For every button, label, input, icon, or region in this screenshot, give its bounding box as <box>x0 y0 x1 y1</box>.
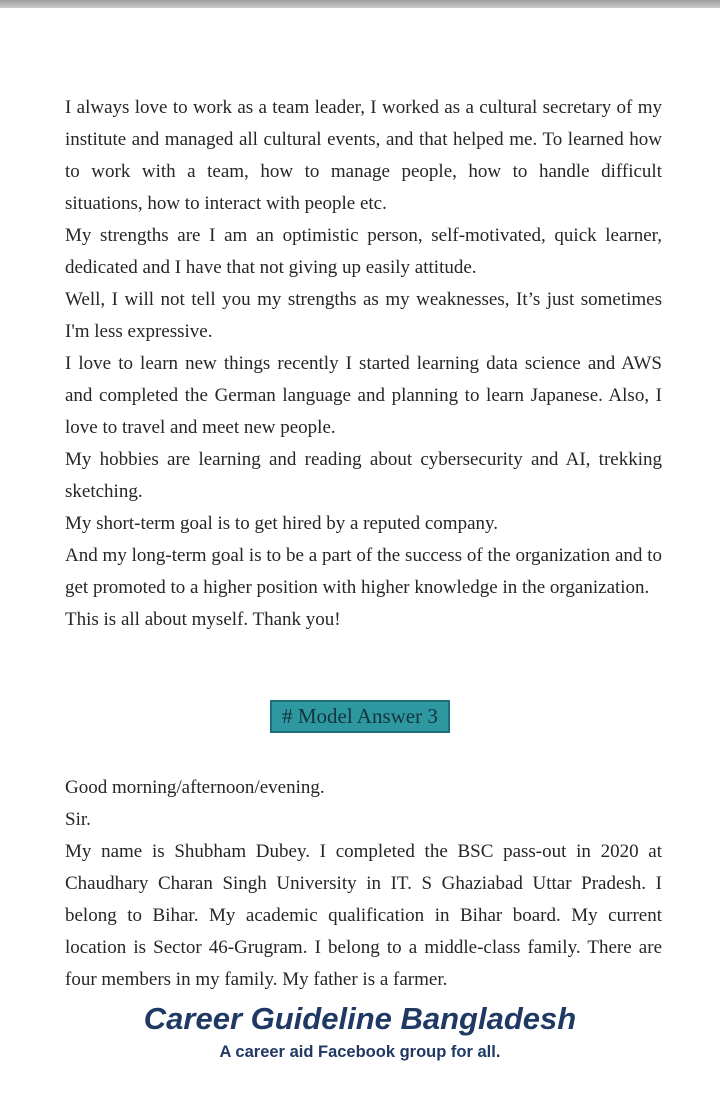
paragraph: Good morning/afternoon/evening. <box>65 777 325 798</box>
paragraph: I always love to work as a team leader, I worked as a cultural secretary of my institute and managed all cultural events, and that helped me. To learned how to work with a team, how to manage people, how to handle difficult situations, how to interact with people etc. <box>65 97 662 214</box>
paragraph: My hobbies are learning and reading about cybersecurity and AI, trekking sketching. <box>65 449 662 502</box>
paragraph: My short-term goal is to get hired by a reputed company. <box>65 513 499 534</box>
model-answer-3-heading: # Model Answer 3 <box>270 700 450 733</box>
paragraph: I love to learn new things recently I started learning data science and AWS and completed the German language and planning to learn Japanese. Also, I love to travel and meet new people. <box>65 353 662 438</box>
paragraph: Sir. <box>65 809 91 830</box>
paragraph: This is all about myself. Thank you! <box>65 609 341 630</box>
paragraph: My name is Shubham Dubey. I completed the BSC pass-out in 2020 at Chaudhary Charan Singh University in IT. S Ghaziabad Uttar Pradesh. I belong to Bihar. My academic qualification in Bihar board. My current location is Sector 46-Grugram. I belong to a middle-class family. There are four members in my family. My father is a farmer. <box>65 841 662 990</box>
model-answer-3-heading-row <box>0 700 720 733</box>
paragraph: My strengths are I am an optimistic person, self-motivated, quick learner, dedicated and I have that not giving up easily attitude. <box>65 225 662 278</box>
paragraph: And my long-term goal is to be a part of the success of the organization and to get promoted to a higher position with higher knowledge in the organization. <box>65 545 662 598</box>
answer-section-2-text <box>65 92 662 636</box>
top-gray-bar <box>0 0 720 8</box>
answer-section-3-text <box>65 772 662 996</box>
paragraph: Well, I will not tell you my strengths as my weaknesses, It’s just sometimes I'm less expressive. <box>65 289 662 342</box>
footer-branding <box>0 1000 720 1064</box>
footer-subtitle: A career aid Facebook group for all. <box>219 1043 501 1061</box>
footer-title: Career Guideline Bangladesh <box>143 1001 577 1036</box>
